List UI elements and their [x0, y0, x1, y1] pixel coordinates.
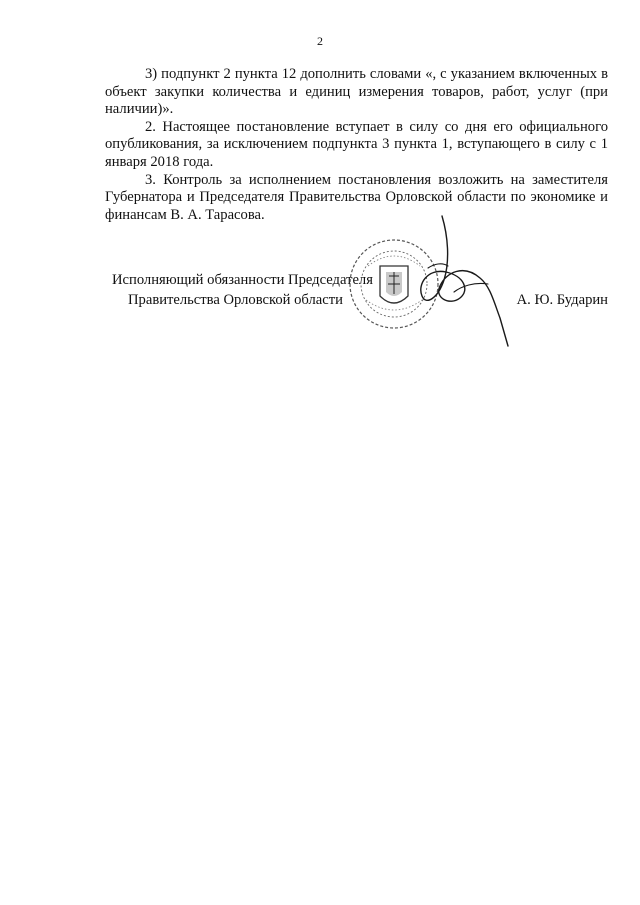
paragraph-entry-into-force: 2. Настоящее постановление вступает в силу со дня его официального опубликования, за исключением подпункта 3 пункта 1, вступающего в силу с 1 января 2018 года.: [105, 118, 608, 170]
paragraph-control: 3. Контроль за исполнением постановления возложить на заместителя Губернатора и Председателя Правительства Орловской области по экономике и финансам В. А. Тарасова.: [105, 171, 608, 223]
document-body: [105, 66, 608, 224]
paragraph-item-3-subpoint: 3) подпункт 2 пункта 12 дополнить словами «, с указанием включенных в объект закупки количества и единиц измерения товаров, работ, услуг (при наличии)».: [105, 66, 608, 118]
signatory-title-line-2: Правительства Орловской области: [128, 292, 343, 308]
signatory-name: А. Ю. Бударин: [516, 292, 608, 308]
signatory-title-line-1: Исполняющий обязанности Председателя: [112, 272, 373, 288]
page-number: 2: [317, 34, 323, 48]
handwritten-signature-icon: [390, 206, 520, 356]
